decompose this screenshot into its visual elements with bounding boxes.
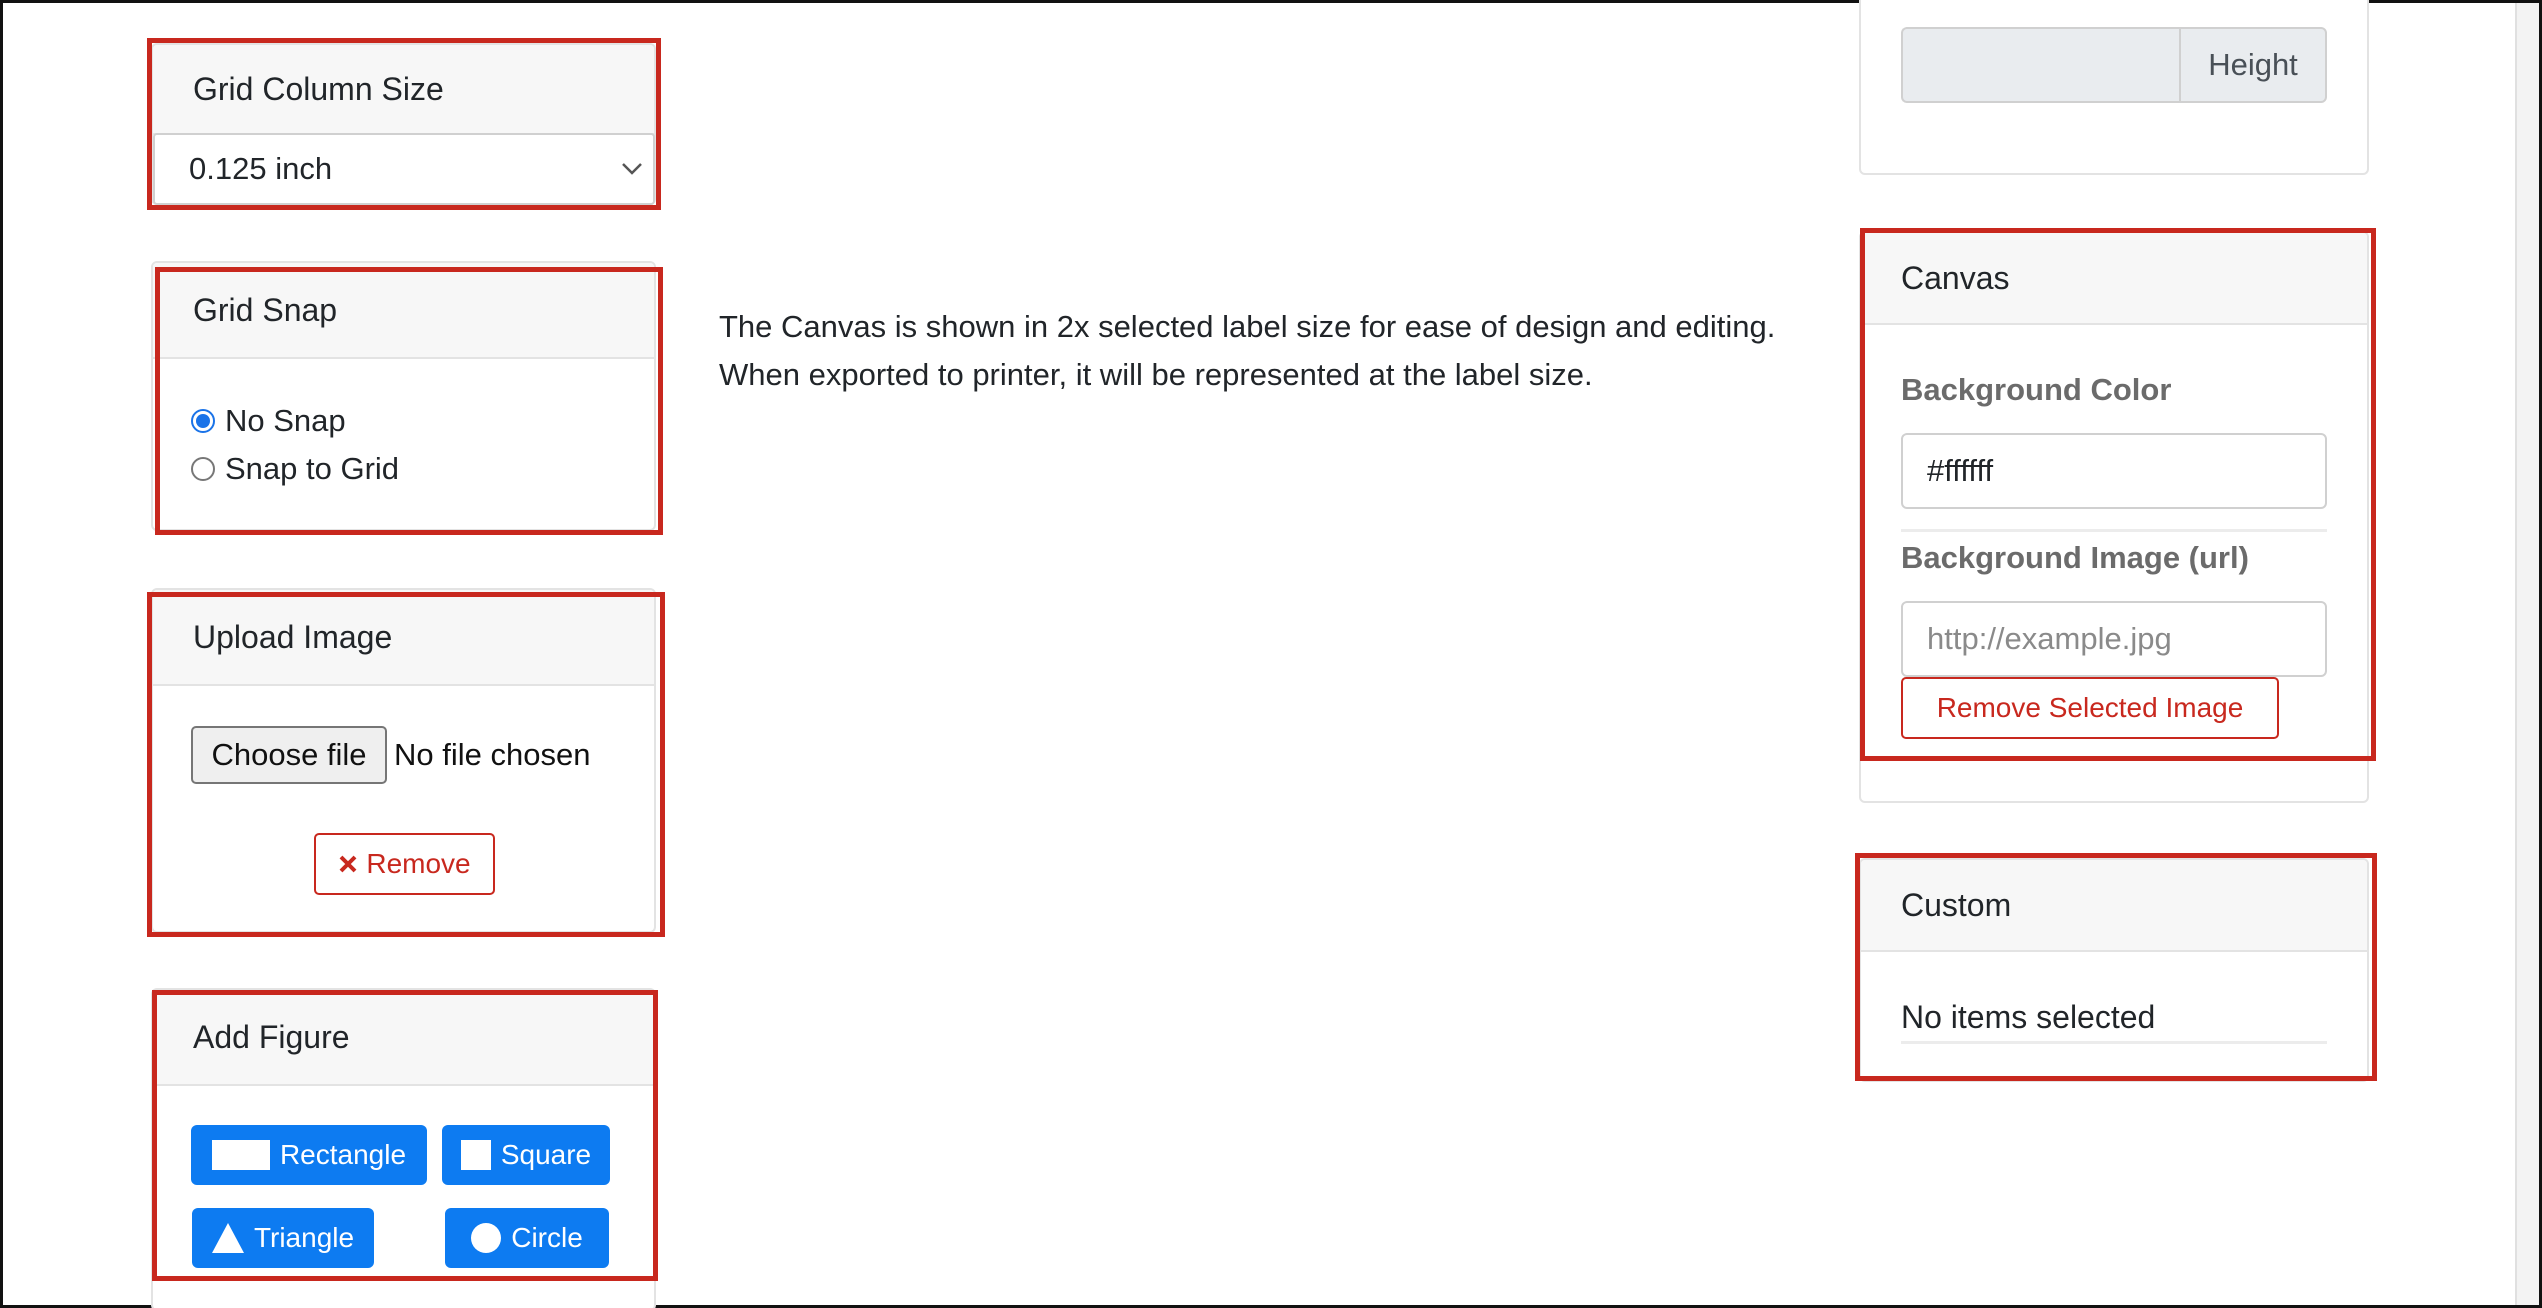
radio-snap-to-grid-control[interactable] bbox=[191, 457, 215, 481]
vertical-scrollbar[interactable] bbox=[2515, 3, 2539, 1305]
add-rectangle-label: Rectangle bbox=[279, 1139, 407, 1170]
add-square-button[interactable] bbox=[442, 1125, 610, 1185]
triangle-icon bbox=[212, 1223, 244, 1253]
bg-color-label: Background Color bbox=[1901, 372, 2172, 407]
height-addon: Height bbox=[2179, 27, 2327, 103]
grid-column-title: Grid Column Size bbox=[153, 45, 654, 135]
radio-no-snap[interactable] bbox=[191, 403, 346, 439]
canvas-description: The Canvas is shown in 2x selected label size for ease of design and editing. When exported to printer, it will be represented at the label size. bbox=[719, 309, 1776, 392]
file-status: No file chosen bbox=[394, 737, 591, 772]
grid-snap-title: Grid Snap bbox=[153, 263, 654, 359]
upload-title: Upload Image bbox=[153, 590, 654, 686]
add-triangle-label: Triangle bbox=[253, 1222, 355, 1253]
custom-divider bbox=[1901, 1041, 2327, 1044]
rectangle-icon bbox=[212, 1140, 270, 1170]
circle-icon bbox=[471, 1223, 501, 1253]
remove-selected-image-button[interactable]: Remove Selected Image bbox=[1901, 677, 2279, 739]
x-icon bbox=[338, 854, 358, 874]
bg-color-input[interactable]: #ffffff bbox=[1901, 433, 2327, 509]
add-square-label: Square bbox=[500, 1139, 592, 1170]
grid-snap-card bbox=[151, 261, 656, 531]
choose-file-button[interactable]: Choose file bbox=[191, 726, 387, 784]
add-circle-button[interactable] bbox=[445, 1208, 609, 1268]
custom-title: Custom bbox=[1861, 860, 2367, 952]
add-triangle-button[interactable] bbox=[192, 1208, 374, 1268]
radio-snap-to-grid-label: Snap to Grid bbox=[225, 451, 400, 486]
radio-no-snap-label: No Snap bbox=[225, 403, 346, 438]
square-icon bbox=[461, 1140, 491, 1170]
bg-image-input[interactable]: http://example.jpg bbox=[1901, 601, 2327, 677]
canvas-title: Canvas bbox=[1861, 233, 2367, 325]
chevron-down-icon bbox=[621, 162, 643, 176]
radio-snap-to-grid[interactable] bbox=[191, 451, 399, 487]
grid-column-select[interactable] bbox=[153, 133, 655, 205]
remove-upload-button[interactable] bbox=[314, 833, 495, 895]
grid-column-select-value: 0.125 inch bbox=[189, 151, 333, 186]
bg-image-label: Background Image (url) bbox=[1901, 540, 2249, 575]
bg-color-divider bbox=[1901, 529, 2327, 532]
add-rectangle-button[interactable] bbox=[191, 1125, 427, 1185]
add-circle-label: Circle bbox=[511, 1222, 583, 1253]
custom-card bbox=[1859, 858, 2369, 1082]
custom-empty-text: No items selected bbox=[1901, 999, 2156, 1035]
radio-no-snap-control[interactable] bbox=[191, 409, 215, 433]
add-figure-title: Add Figure bbox=[153, 990, 654, 1086]
height-input[interactable] bbox=[1901, 27, 2181, 103]
remove-upload-label: Remove bbox=[366, 848, 471, 879]
